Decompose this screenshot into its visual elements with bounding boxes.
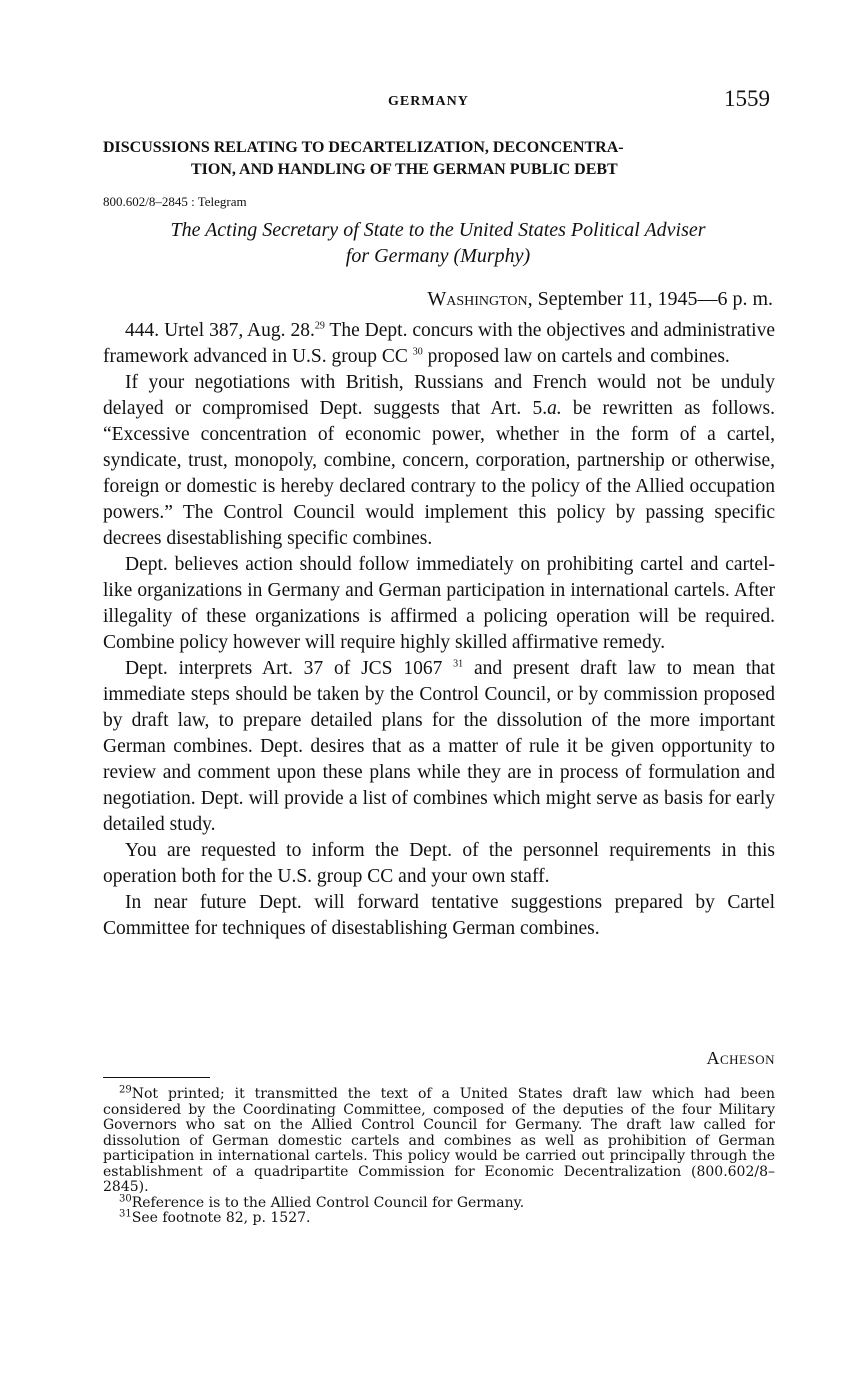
footnote-31 — [103, 1208, 775, 1227]
footnote-mark: 29 — [119, 1084, 132, 1096]
page-number: 1559 — [724, 86, 770, 111]
document-reference: 800.602/8–2845 : Telegram — [103, 194, 247, 209]
footnote-ref-31: 31 — [453, 658, 464, 670]
footnote-ref-30: 30 — [412, 346, 423, 358]
p1-text-c: proposed law on cartels and combines. — [422, 346, 730, 367]
footnote-ref-29: 29 — [314, 320, 325, 332]
paragraph-4 — [103, 656, 775, 838]
signature: Acheson — [706, 1048, 775, 1068]
p1-text-a: 444. Urtel 387, Aug. 28. — [125, 320, 315, 341]
p4-text-b: and present draft law to mean that immediate steps should be taken by the Control Council, or by commission proposed by draft law, to prepare detailed plans for the dissolution of the more important German combines. Dept. desires that as a matter of rule it be given opportunity to review and comment upon these plans while they are in process of formulation and negotiation. Dept. will provide a list of combines which might serve as basis for early detailed study. — [103, 658, 775, 835]
telegram-body — [103, 318, 775, 942]
paragraph-2 — [103, 370, 775, 552]
title-line-2: for Germany (Murphy) — [345, 245, 531, 267]
paragraph-1 — [103, 318, 775, 370]
paragraph-3: Dept. believes action should follow immediately on prohibiting cartel and cartel-like organizations in Germany and German participation in international cartels. After illegality of these organizations is affirmed a policing operation will be required. Combine policy however will require highly skilled affirmative remedy. — [103, 554, 775, 653]
footnote-mark: 31 — [119, 1208, 132, 1220]
p4-text-a: Dept. interprets Art. 37 of JCS 1067 — [125, 658, 454, 679]
footnote-mark: 30 — [119, 1192, 132, 1204]
dateline — [103, 288, 773, 311]
section-heading — [103, 137, 773, 181]
p2-text-b: be rewritten as follows. “Excessive concentration of economic power, whether in the form of a cartel, syndicate, trust, monopoly, combine, concern, corporation, partnership or otherwise, foreign or domestic is hereby declared contrary to the policy of the Allied occupation powers.” The Control Council would implement this policy by passing specific decrees disestablishing specific combines. — [103, 398, 775, 549]
p1-text-b: The Dept. concurs with the objectives and administrative framework advanced in U.S. group CC — [103, 320, 775, 367]
paragraph-6: In near future Dept. will forward tentative suggestions prepared by Cartel Committee for techniques of disestablishing German combines. — [103, 892, 775, 939]
title-line-1: The Acting Secretary of State to the United States Political Adviser — [170, 219, 706, 241]
document-title — [103, 217, 773, 269]
heading-line-1: DISCUSSIONS RELATING TO DECARTELIZATION, DECONCENTRA- — [103, 139, 624, 156]
footnote-text: Reference is to the Allied Control Council for Germany. — [131, 1194, 525, 1211]
p2-italic: a. — [547, 398, 562, 419]
footnote-text: Not printed; it transmitted the text of a United States draft law which had been considered by the Coordinating Committee, composed of the deputies of the four Military Governors who sat on the Allied Control Council for Germany. The draft law called for dissolution of German domestic cartels and combines as well as prohibition of German participation in international cartels. This policy would be carried out principally through the establishment of a quadripartite Commission for Economic Decentralization (800.602/8–2845). — [103, 1086, 775, 1195]
paragraph-5: You are requested to inform the Dept. of the personnel requirements in this operation both for the U.S. group CC and your own staff. — [103, 840, 775, 887]
p2-text-a: If your negotiations with British, Russians and French would not be unduly delayed or compromised Dept. suggests that Art. 5. — [103, 372, 775, 419]
dateline-date: September 11, 1945—6 p. m. — [532, 288, 773, 310]
footnotes — [103, 1084, 775, 1227]
heading-line-2: TION, AND HANDLING OF THE GERMAN PUBLIC DEBT — [191, 161, 618, 178]
footnote-30 — [103, 1192, 775, 1212]
footnote-text: See footnote 82, p. 1527. — [131, 1210, 311, 1226]
footnote-divider — [103, 1077, 210, 1078]
dateline-place: Washington, — [427, 288, 533, 310]
footnote-29 — [103, 1084, 775, 1196]
running-head: GERMANY — [388, 94, 469, 109]
